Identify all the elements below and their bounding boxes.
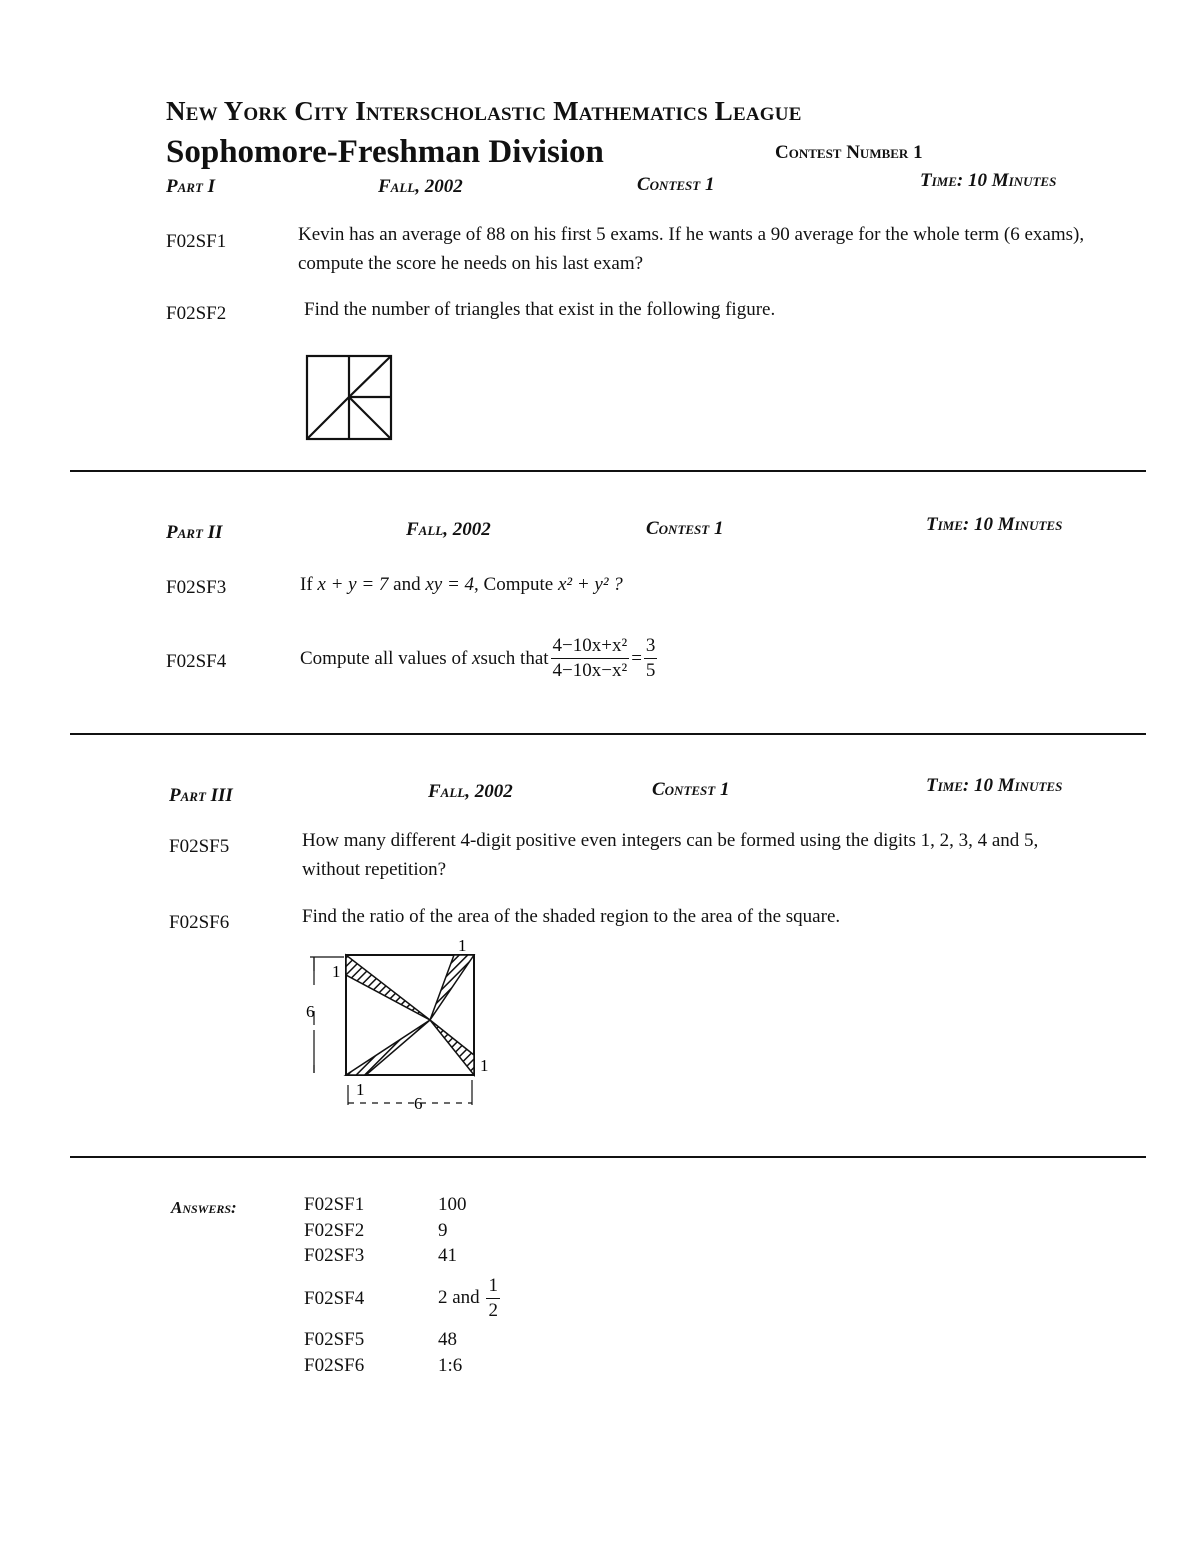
label-bottom-small: 1 — [356, 1080, 365, 1099]
answer-id: F02SF3 — [304, 1245, 365, 1266]
problem-text: How many different 4-digit positive even integers can be formed using the digits 1, 2, 3, 4 and 5, without repetition? — [302, 830, 1039, 880]
part-3-time: Time: 10 Minutes — [926, 775, 1063, 796]
label-top: 1 — [458, 936, 467, 955]
numerator: 3 — [644, 634, 658, 659]
numerator: 4−10x+x² — [551, 634, 630, 659]
problem-id: F02SF4 — [166, 651, 227, 672]
problem-text: Find the ratio of the area of the shaded region to the area of the square. — [302, 906, 841, 927]
answer-value — [438, 1270, 502, 1326]
contest-number: Contest Number 1 — [775, 142, 923, 163]
problem-id: F02SF1 — [166, 231, 227, 252]
fraction — [644, 634, 658, 683]
fraction — [486, 1274, 500, 1323]
section-divider — [70, 733, 1146, 735]
denominator: 4−10x−x² — [552, 659, 628, 681]
triangles-figure — [300, 350, 400, 445]
part-3-label: Part III — [169, 785, 233, 806]
equation: x² + y² ? — [557, 574, 623, 595]
problem-text: Find the number of triangles that exist in the following figure. — [304, 299, 776, 320]
answer-value: 48 — [438, 1329, 457, 1350]
label-bottom-side: 6 — [414, 1094, 423, 1113]
part-2-season: Fall, 2002 — [406, 519, 491, 540]
league-title: New York City Interscholastic Mathematics League — [166, 96, 802, 126]
label-left-small: 1 — [332, 962, 341, 981]
answer-value: 9 — [438, 1220, 448, 1241]
problem-text — [300, 570, 623, 599]
equation: xy = 4 — [425, 574, 475, 595]
answer-id: F02SF1 — [304, 1194, 365, 1215]
text: If — [300, 574, 318, 595]
part-2-label: Part II — [166, 522, 223, 543]
variable: x — [472, 647, 481, 669]
answer-id: F02SF6 — [304, 1355, 365, 1376]
part-2-contest: Contest 1 — [646, 518, 724, 539]
numerator: 1 — [486, 1274, 500, 1299]
answer-value: 1:6 — [438, 1355, 463, 1376]
part-2-time: Time: 10 Minutes — [926, 514, 1063, 535]
text: Compute all values of — [300, 647, 468, 669]
part-1-label: Part I — [166, 176, 216, 197]
answer-id: F02SF5 — [304, 1329, 365, 1350]
part-3-season: Fall, 2002 — [428, 781, 513, 802]
problem-id: F02SF6 — [169, 912, 230, 933]
answer-id: F02SF2 — [304, 1220, 365, 1241]
text: , Compute — [474, 574, 558, 595]
label-right: 1 — [480, 1056, 489, 1075]
answer-value: 100 — [438, 1194, 467, 1215]
part-1-contest: Contest 1 — [637, 174, 715, 195]
part-1-time: Time: 10 Minutes — [920, 170, 1057, 191]
answer-whole: 2 and — [438, 1287, 480, 1308]
equation: x + y = 7 — [317, 574, 389, 595]
fraction — [551, 634, 630, 683]
section-divider — [70, 1156, 1146, 1158]
answers-label: Answers: — [171, 1198, 237, 1217]
division-title: Sophomore-Freshman Division — [166, 134, 604, 170]
denominator: 2 — [488, 1299, 498, 1321]
equals: = — [631, 647, 642, 669]
problem-id: F02SF2 — [166, 303, 227, 324]
section-divider — [70, 470, 1146, 472]
label-left-side: 6 — [306, 1002, 315, 1021]
answer-value: 41 — [438, 1245, 457, 1266]
text: and — [388, 574, 426, 595]
answer-id: F02SF4 — [304, 1288, 365, 1309]
problem-text: Kevin has an average of 88 on his first 5 exams. If he wants a 90 average for the whole term (6 exams), compute the score he needs on his last exam? — [298, 224, 1085, 274]
part-3-contest: Contest 1 — [652, 779, 730, 800]
problem-text — [300, 630, 659, 686]
denominator: 5 — [645, 659, 656, 681]
problem-id: F02SF3 — [166, 577, 227, 598]
text: such that — [480, 647, 549, 669]
shaded-square-figure — [300, 935, 500, 1115]
problem-id: F02SF5 — [169, 836, 230, 857]
part-1-season: Fall, 2002 — [378, 176, 463, 197]
